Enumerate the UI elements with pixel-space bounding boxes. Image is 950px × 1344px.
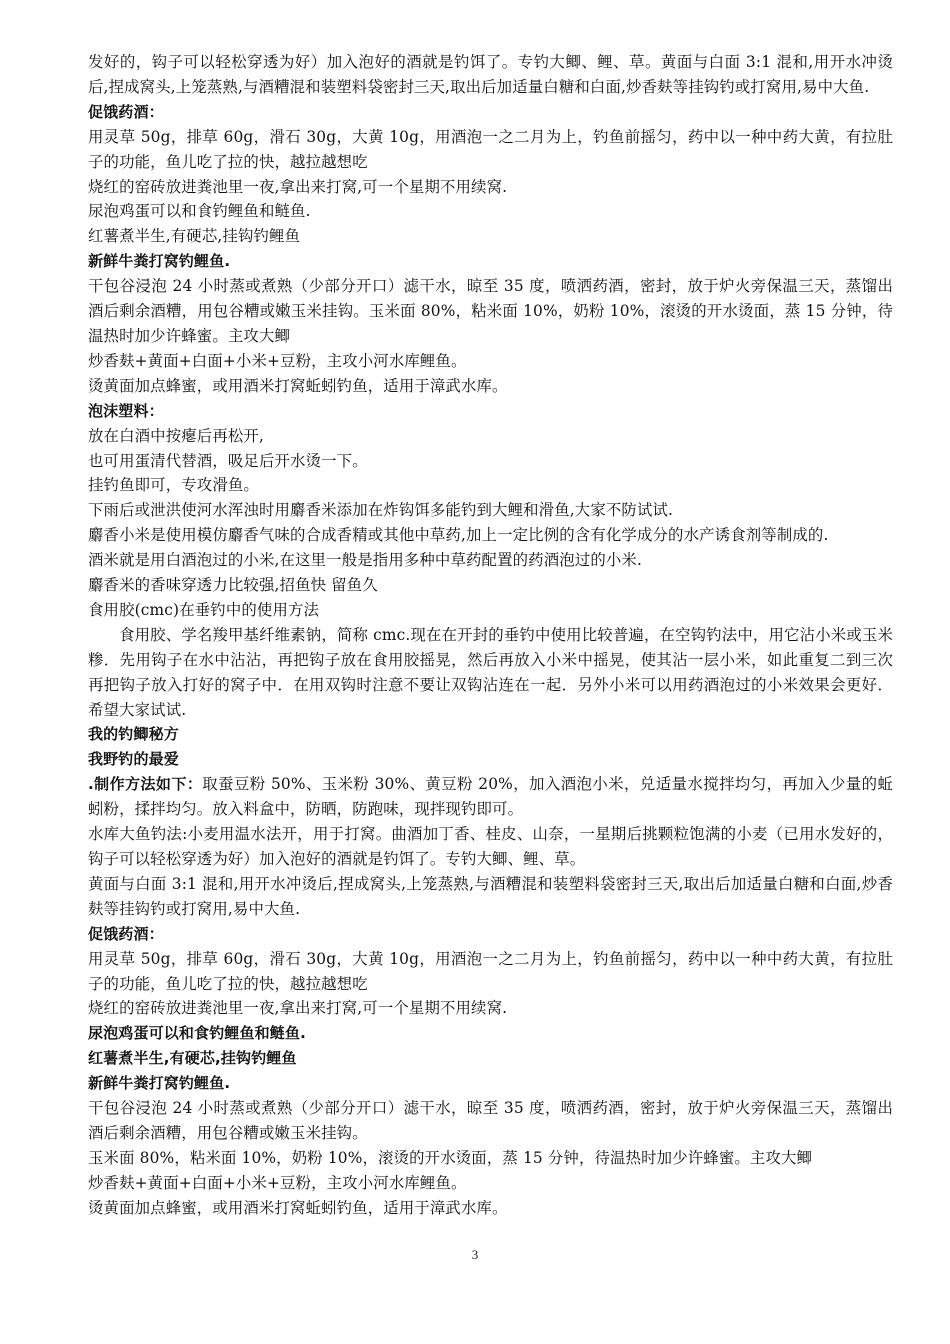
paragraph: 食用胶、学名羧甲基纤维素钠，简称 cmc.现在在开封的垂钓中使用比较普遍，在空钩钓法中，用它沾小米或玉米糁．先用钩子在水中沾沾，再把钩子放在食用胶摇晃，然后再放入小米中摇晃，使其沾一层小米，如此重复二到三次再把钩子放入打好的窝子中．在用双钩时注意不要让双钩沾连在一起．另外小米可以用药酒泡过的小米效果会更好．希望大家试试. [88, 625, 893, 719]
paragraph: 发好的，钩子可以轻松穿透为好）加入泡好的酒就是钓饵了。专钓大鲫、鲤、草。黄面与白面 3:1 混和,用开水冲烫后,捏成窝头,上笼蒸熟,与酒糟混和装塑料袋密封三天,取出后加适量白糖和白面,炒香麸等挂钩钓或打窝用,易中大鱼. [88, 53, 893, 96]
paragraph-text: 取蚕豆粉 50%、玉米粉 30%、黄豆粉 20%，加入酒泡小米，兑适量水搅拌均匀，再加入少量的蚯蚓粉，揉拌均匀。放入料盒中，防晒，防跑味，现拌现钓即可。 [88, 775, 893, 819]
paragraph: 挂钓鱼即可，专攻滑鱼。 [88, 476, 259, 495]
paragraph: 干包谷浸泡 24 小时蒸或煮熟（少部分开口）滤干水，晾至 35 度，喷洒药酒，密封，放于炉火旁保温三天，蒸馏出酒后剩余酒糟，用包谷糟或嫩玉米挂钩。 [88, 1099, 893, 1142]
paragraph: 红薯煮半生,有硬芯,挂钩钓鲤鱼 [88, 227, 301, 246]
paragraph: 尿泡鸡蛋可以和食钓鲤鱼和鲢鱼. [88, 202, 311, 221]
paragraph: 用灵草 50g，排草 60g，滑石 30g，大黄 10g，用酒泡一之二月为上，钓鱼前摇匀，药中以一种中药大黄，有拉肚子的功能，鱼儿吃了拉的快，越拉越想吃 [88, 949, 893, 993]
paragraph: 放在白酒中按瘪后再松开, [88, 426, 264, 445]
paragraph [88, 772, 893, 822]
document-page [88, 50, 893, 1221]
paragraph: 用灵草 50g，排草 60g，滑石 30g，大黄 10g，用酒泡一之二月为上，钓鱼前摇匀，药中以一种中药大黄，有拉肚子的功能，鱼儿吃了拉的快，越拉越想吃 [88, 127, 893, 171]
page-number: 3 [471, 1247, 479, 1262]
section-heading: 尿泡鸡蛋可以和食钓鲤鱼和鲢鱼. [88, 1024, 306, 1043]
section-heading: 促饿药酒： [88, 102, 164, 121]
section-heading: 新鲜牛粪打窝钓鲤鱼. [88, 1074, 231, 1093]
paragraph: 烫黄面加点蜂蜜，或用酒米打窝蚯蚓钓鱼，适用于漳武水库。 [88, 1198, 508, 1217]
paragraph: 下雨后或泄洪使河水浑浊时用麝香米添加在炸钩饵多能钓到大鲤和滑鱼,大家不防试试. [88, 501, 674, 520]
paragraph: 麝香米的香味穿透力比较强,招鱼快 留鱼久 [88, 576, 378, 595]
section-heading: 泡沫塑料： [88, 401, 164, 420]
paragraph: 食用胶(cmc)在垂钓中的使用方法 [88, 600, 320, 619]
paragraph: 玉米面 80%，粘米面 10%，奶粉 10%，滚烫的开水烫面，蒸 15 分钟，待温热时加少许蜂蜜。主攻大鲫 [88, 1148, 813, 1167]
section-heading: 新鲜牛粪打窝钓鲤鱼. [88, 252, 231, 271]
paragraph: 麝香小米是使用模仿麝香气味的合成香精或其他中草药,加上一定比例的含有化学成分的水产诱食剂等制成的. [88, 526, 829, 545]
paragraph: 烧红的窑砖放进粪池里一夜,拿出来打窝,可一个星期不用续窝. [88, 177, 508, 196]
paragraph: 酒米就是用白酒泡过的小米,在这里一般是指用多种中草药配置的药酒泡过的小米. [88, 551, 643, 570]
paragraph: 炒香麸+黄面+白面+小米+豆粉，主攻小河水库鲤鱼。 [88, 351, 467, 370]
section-heading: 我的钓鲫秘方 [88, 725, 179, 744]
paragraph: 黄面与白面 3:1 混和,用开水冲烫后,捏成窝头,上笼蒸熟,与酒糟混和装塑料袋密封三天,取出后加适量白糖和白面,炒香麸等挂钩钓或打窝用,易中大鱼. [88, 874, 893, 918]
paragraph: 烧红的窑砖放进粪池里一夜,拿出来打窝,可一个星期不用续窝. [88, 999, 508, 1018]
paragraph: 干包谷浸泡 24 小时蒸或煮熟（少部分开口）滤干水，晾至 35 度，喷洒药酒，密封，放于炉火旁保温三天，蒸馏出酒后剩余酒糟，用包谷糟或嫩玉米挂钩。玉米面 80%，粘米面 10%，奶粉 10%，滚烫的开水烫面，蒸 15 分钟，待温热时加少许蜂蜜。主攻大鲫 [88, 277, 893, 345]
section-heading: 促饿药酒： [88, 924, 164, 943]
paragraph: 炒香麸+黄面+白面+小米+豆粉，主攻小河水库鲤鱼。 [88, 1173, 467, 1192]
paragraph: 烫黄面加点蜂蜜，或用酒米打窝蚯蚓钓鱼，适用于漳武水库。 [88, 376, 508, 395]
paragraph-lead: .制作方法如下： [88, 775, 203, 794]
paragraph: 水库大鱼钓法:小麦用温水法开，用于打窝。曲酒加丁香、桂皮、山奈，一星期后挑颗粒饱满的小麦（已用水发好的，钩子可以轻松穿透为好）加入泡好的酒就是钓饵了。专钓大鲫、鲤、草。 [88, 825, 893, 868]
section-heading: 红薯煮半生,有硬芯,挂钩钓鲤鱼 [88, 1049, 297, 1068]
paragraph: 也可用蛋清代替酒，吸足后开水烫一下。 [88, 451, 368, 470]
section-heading: 我野钓的最爱 [88, 750, 179, 769]
